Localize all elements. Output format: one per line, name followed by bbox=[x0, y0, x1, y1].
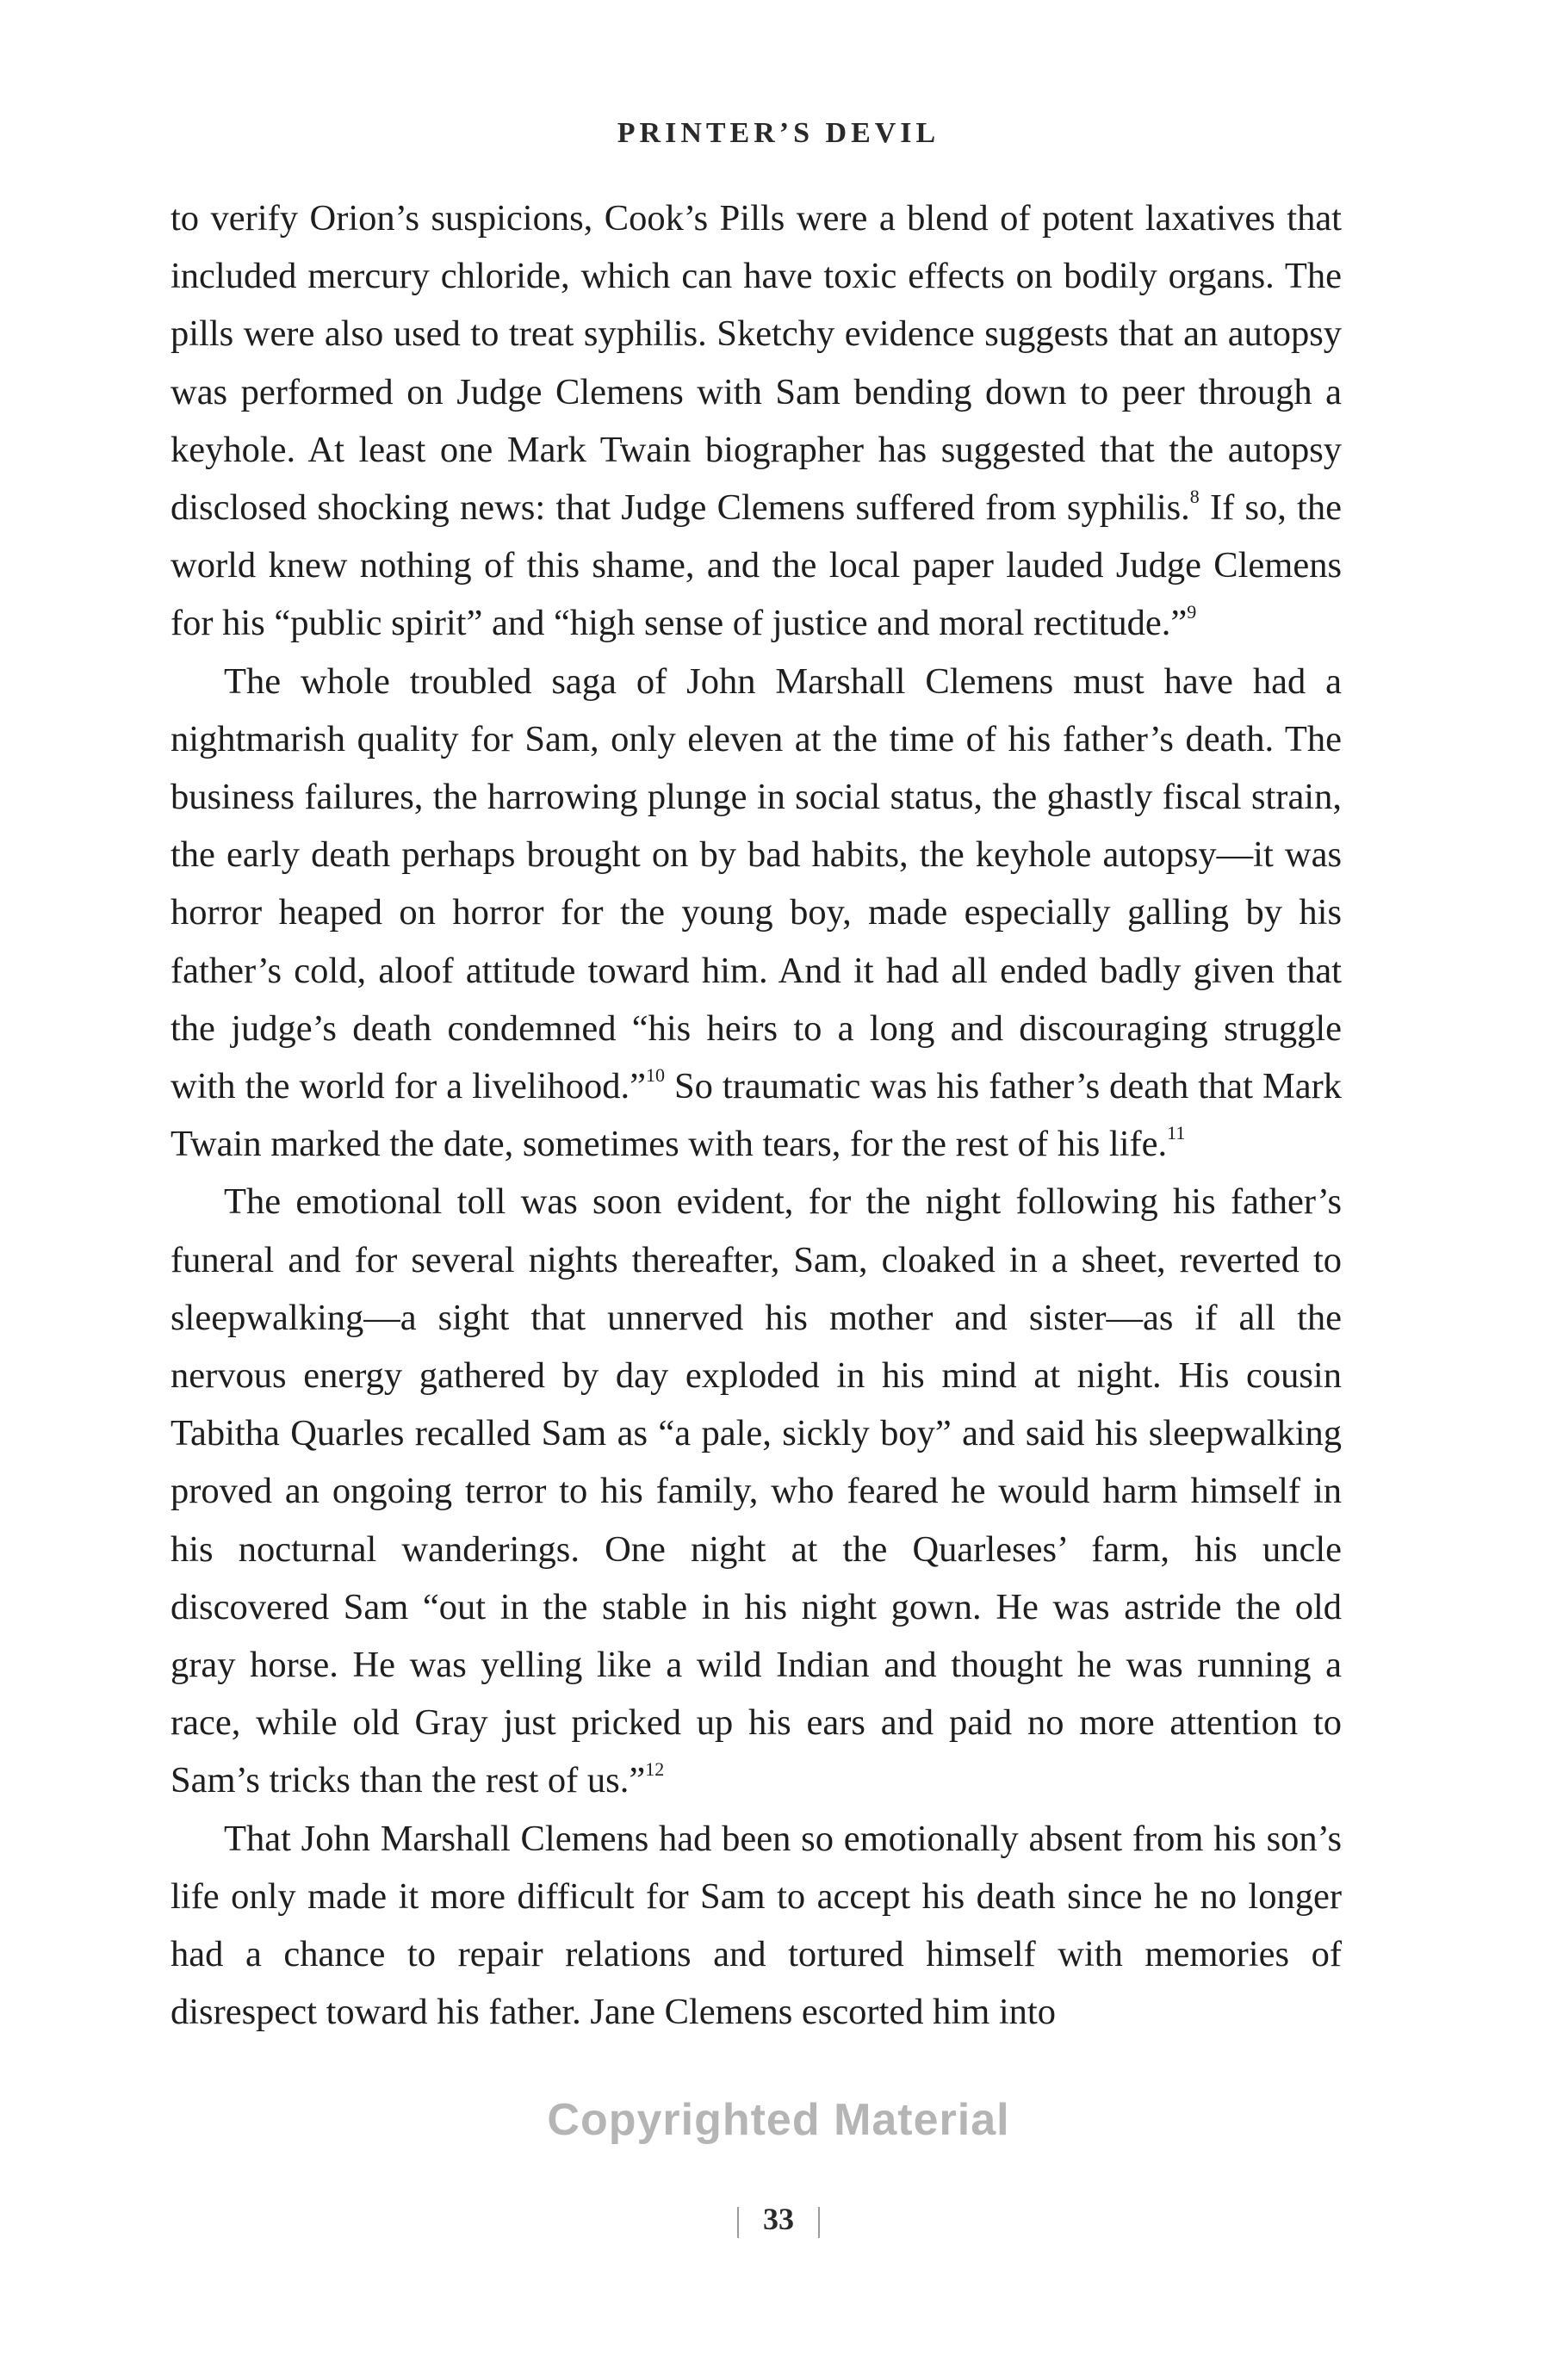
folio-right-rule bbox=[818, 2207, 820, 2238]
folio-left-rule bbox=[737, 2207, 739, 2238]
paragraph-text: The emotional toll was soon evident, for the night following his father’s funeral and for several nights thereafter, Sam, cloaked in a sheet, reverted to sleepwalking—a sight that unnerved his mother and sister—as if all the nervous energy gathered by day exploded in his mind at night. His cousin Tabitha Quarles recalled Sam as “a pale, sickly boy” and said his sleepwalking proved an ongoing terror to his family, who feared he would harm himself in his nocturnal wanderings. One night at the Quarleses’ farm, his uncle discovered Sam “out in the stable in his night gown. He was astride the old gray horse. He was yelling like a wild Indian and thought he was running a race, while old Gray just pricked up his ears and paid no more attention to Sam’s tricks than the rest of us.” bbox=[171, 1181, 1342, 1801]
page-number-value: 33 bbox=[763, 2202, 794, 2236]
footnote-marker: 12 bbox=[645, 1758, 665, 1781]
paragraph bbox=[171, 189, 1342, 653]
paragraph-text: The whole troubled saga of John Marshall Clemens must have had a nightmarish quality for Sam, only eleven at the time of his father’s death. The business failures, the harrowing plunge in social status, the ghastly fiscal strain, the early death perhaps brought on by bad habits, the keyhole autopsy—it was horror heaped on horror for the young boy, made especially galling by his father’s cold, aloof attitude toward him. And it had all ended badly given that the judge’s death condemned “his heirs to a long and discouraging struggle with the world for a livelihood.” bbox=[171, 660, 1342, 1107]
footnote-marker: 11 bbox=[1167, 1122, 1186, 1144]
footnote-marker: 10 bbox=[645, 1063, 665, 1086]
paragraph-text: If so, the world knew nothing of this shame, and the local paper lauded Judge Clemens for his “public spirit” and “high sense of justice and moral rectitude.” bbox=[171, 487, 1342, 644]
body-text bbox=[171, 189, 1342, 2042]
paragraph bbox=[171, 653, 1342, 1174]
running-head: PRINTER’S DEVIL bbox=[617, 117, 940, 149]
footnote-marker: 9 bbox=[1187, 601, 1197, 623]
paragraph-text: to verify Orion’s suspicions, Cook’s Pills were a blend of potent laxatives that included mercury chloride, which can have toxic effects on bodily organs. The pills were also used to treat syphilis. Sketchy evidence suggests that an autopsy was performed on Judge Clemens with Sam bending down to peer through a keyhole. At least one Mark Twain biographer has suggested that the autopsy disclosed shocking news: that Judge Clemens suffered from syphilis. bbox=[171, 198, 1342, 529]
footnote-marker: 8 bbox=[1189, 485, 1200, 507]
copyright-watermark: Copyrighted Material bbox=[547, 2095, 1010, 2145]
paragraph bbox=[171, 1173, 1342, 1809]
paragraph-text: So traumatic was his father’s death that Mark Twain marked the date, sometimes with tears, for the rest of his life. bbox=[171, 1066, 1343, 1165]
paragraph bbox=[171, 1810, 1342, 2042]
paragraph-text: That John Marshall Clemens had been so emotionally absent from his son’s life only made it more difficult for Sam to accept his death since he no longer had a chance to repair relations and tortured himself with memories of disrespect toward his father. Jane Clemens escorted him into bbox=[171, 1818, 1342, 2033]
page-number bbox=[0, 2201, 1557, 2238]
